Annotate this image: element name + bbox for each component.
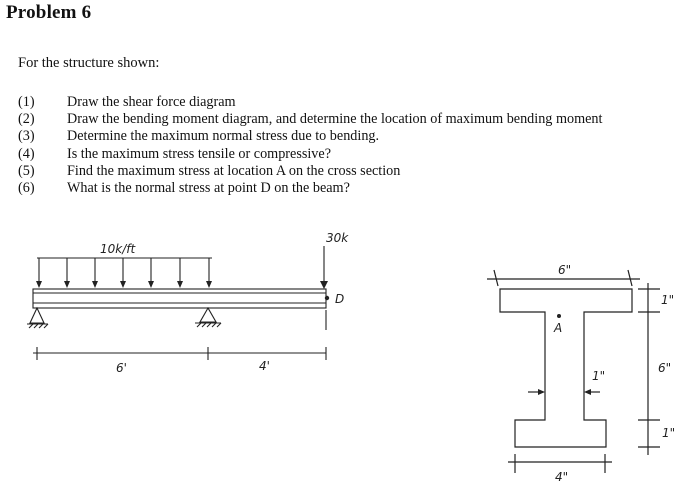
span-dimension-line xyxy=(33,347,326,360)
load-arrowhead xyxy=(36,281,42,288)
web-arrowhead-right xyxy=(584,389,591,395)
point-d-label: D xyxy=(335,292,345,306)
intro-text: For the structure shown: xyxy=(18,55,160,71)
load-arrowhead xyxy=(206,281,212,288)
question-text: Draw the shear force diagram xyxy=(67,94,236,110)
question-number: (2) xyxy=(18,111,35,128)
question-text: Find the maximum stress at location A on the cross section xyxy=(67,162,401,179)
question-number: (3) xyxy=(18,128,35,145)
problem-title: Problem 6 xyxy=(6,2,92,23)
flange-width-label: 6" xyxy=(558,263,572,277)
question-number: (5) xyxy=(18,162,35,179)
web-thickness-label: 1" xyxy=(592,369,606,383)
span-right-label: 4' xyxy=(259,359,270,373)
pin-support-left xyxy=(27,308,48,328)
distributed-load-label: 10k/ft xyxy=(100,242,136,256)
load-arrowhead xyxy=(64,281,70,288)
pin-support-middle xyxy=(195,308,221,327)
question-text: Determine the maximum normal stress due to bending. xyxy=(67,128,380,145)
load-arrowhead xyxy=(120,281,126,288)
question-number: (4) xyxy=(18,145,35,162)
question-number: (1) xyxy=(18,94,35,110)
question-text: Is the maximum stress tensile or compressive? xyxy=(67,145,331,162)
point-load-label: 30k xyxy=(326,231,349,245)
bottom-width-label: 4" xyxy=(555,470,569,484)
load-arrowhead xyxy=(177,281,183,288)
flange-thickness-label: 1" xyxy=(661,293,675,307)
i-section-outline xyxy=(500,289,632,447)
load-arrowhead xyxy=(92,281,98,288)
beam-body xyxy=(33,289,326,308)
point-load-arrowhead xyxy=(320,281,328,289)
cross-section-diagram xyxy=(470,250,685,491)
web-height-label: 6" xyxy=(658,361,672,375)
question-number: (6) xyxy=(18,179,35,196)
point-d-marker xyxy=(325,296,329,300)
beam-diagram xyxy=(0,225,400,385)
bottom-flange-thickness-label: 1" xyxy=(662,426,676,440)
height-dimension xyxy=(638,283,660,455)
question-text: What is the normal stress at point D on the beam? xyxy=(67,179,350,196)
question-text: Draw the bending moment diagram, and determine the location of maximum bending moment xyxy=(67,111,603,128)
load-arrowhead xyxy=(148,281,154,288)
span-left-label: 6' xyxy=(116,361,127,375)
point-a-label: A xyxy=(554,321,563,335)
point-a-marker xyxy=(557,314,561,318)
web-arrowhead-left xyxy=(538,389,545,395)
